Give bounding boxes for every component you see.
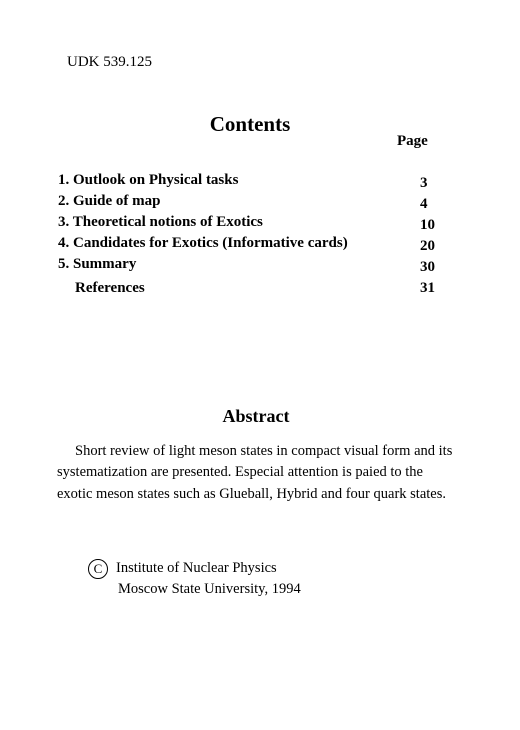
toc-item-label: 2. Guide of map bbox=[58, 193, 161, 209]
university-year: Moscow State University, 1994 bbox=[118, 581, 301, 597]
toc-item-label: References bbox=[75, 280, 145, 296]
toc-item-label: 1. Outlook on Physical tasks bbox=[58, 172, 239, 188]
contents-title: Contents bbox=[209, 112, 291, 136]
toc-item-label: 4. Candidates for Exotics (Informative cards) bbox=[58, 235, 348, 251]
toc-item-page: 10 bbox=[420, 217, 435, 233]
udk-code: UDK 539.125 bbox=[67, 54, 152, 70]
toc-item-page: 3 bbox=[420, 175, 428, 191]
institute-name: Institute of Nuclear Physics bbox=[116, 560, 277, 576]
copyright-icon: C bbox=[88, 559, 108, 579]
toc-item-label: 3. Theoretical notions of Exotics bbox=[58, 214, 263, 230]
toc-item-page: 20 bbox=[420, 238, 435, 254]
toc-item-label: 5. Summary bbox=[58, 256, 137, 272]
abstract-body bbox=[57, 441, 457, 505]
page-column-header: Page bbox=[397, 133, 428, 149]
abstract-text: Short review of light meson states in compact visual form and its systematization are presented. Especial attention is paied to the exotic meson states such as Glueball, Hybrid and four quark states. bbox=[57, 443, 453, 502]
toc-item-page: 30 bbox=[420, 259, 435, 275]
abstract-title: Abstract bbox=[222, 406, 290, 426]
toc-item-page: 4 bbox=[420, 196, 428, 212]
toc-item-page: 31 bbox=[420, 280, 435, 296]
